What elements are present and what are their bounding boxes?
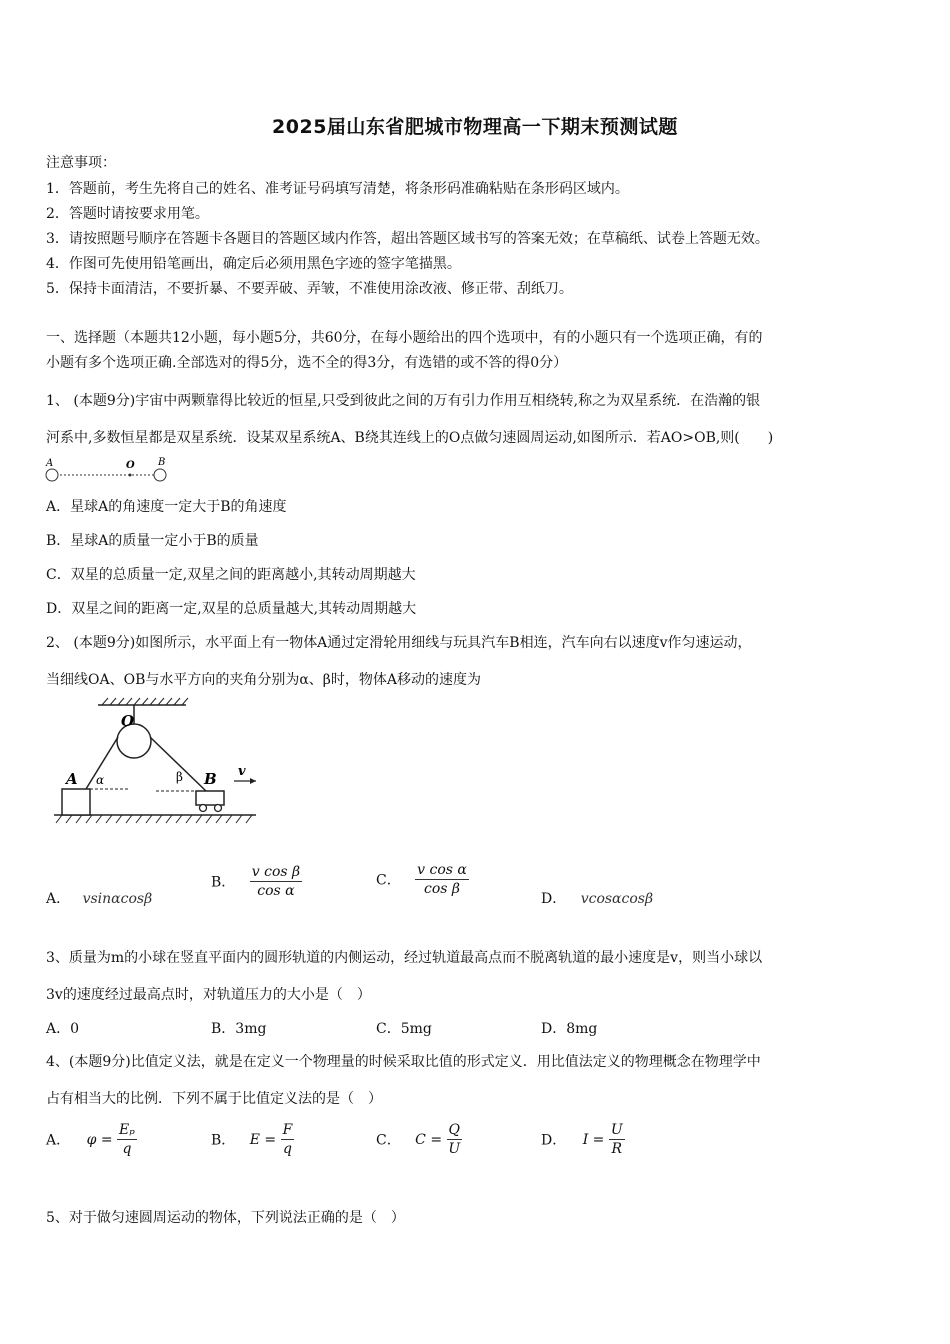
notice-item-2: 2．答题时请按要求用笔。 <box>46 206 209 222</box>
q2-fig-label-b: B <box>204 770 217 788</box>
q4-option-c-label: C． <box>376 1132 401 1149</box>
q1-stem-line-2: 河系中,多数恒星都是双星系统．设某双星系统A、B绕其连线上的O点做匀速圆周运动,如图所示．若AO>OB,则( ) <box>46 430 774 446</box>
q2-option-b-denominator: cos α <box>257 883 295 899</box>
notice-item-4: 4．作图可先使用铅笔画出，确定后必须用黑色字迹的签字笔描黑。 <box>46 256 461 272</box>
block-a <box>62 789 90 815</box>
q1-option-b: B．星球A的质量一定小于B的质量 <box>46 533 259 549</box>
q1-option-a: A．星球A的角速度一定大于B的角速度 <box>46 499 287 515</box>
q4-option-d <box>541 1122 625 1157</box>
q2-fig-label-a: A <box>66 770 78 788</box>
q2-option-b-fraction <box>250 864 302 899</box>
q2-fig-label-beta: β <box>176 770 183 784</box>
q2-stem-line-2: 当细线OA、OB与水平方向的夹角分别为α、β时，物体A移动的速度为 <box>46 672 482 688</box>
car-b-wheel-left <box>200 805 207 812</box>
notice-heading: 注意事项： <box>46 155 116 171</box>
q2-option-c-fraction <box>415 862 469 897</box>
q2-option-d-expr: vcosαcosβ <box>580 891 654 907</box>
q2-option-b-numerator: v cos β <box>251 864 301 880</box>
velocity-arrow-head <box>250 778 256 784</box>
q4-option-d-fraction <box>609 1122 625 1157</box>
center-o-dot <box>129 474 132 477</box>
q4-option-a-numerator: Eₚ <box>119 1122 135 1138</box>
q1-option-c: C．双星的总质量一定,双星之间的距离越小,其转动周期越大 <box>46 567 416 583</box>
section-heading-line-1: 一、选择题（本题共12小题，每小题5分，共60分，在每小题给出的四个选项中，有的小题只有一个选项正确，有的 <box>46 330 763 346</box>
page-title: 2025届山东省肥城市物理高一下期末预测试题 <box>272 116 678 138</box>
car-b-wheel-right <box>215 805 222 812</box>
q4-option-b-numerator: F <box>282 1122 293 1138</box>
q4-option-d-numerator: U <box>610 1122 623 1138</box>
q2-option-b-label: B． <box>211 874 236 891</box>
q1-fig-label-b: B <box>158 457 166 468</box>
q1-fig-label-a: A <box>46 458 54 469</box>
q1-option-d: D．双星之间的距离一定,双星的总质量越大,其转动周期越大 <box>46 601 417 617</box>
q2-option-c <box>376 862 469 897</box>
q2-fig-label-alpha: α <box>96 773 105 787</box>
q2-option-c-label: C． <box>376 872 401 889</box>
q1-stem-line-1: 1、 (本题9分)宇宙中两颗靠得比较近的恒星,只受到彼此之间的万有引力作用互相绕转,称之为双星系统．在浩瀚的银 <box>46 393 761 409</box>
q2-fig-label-v: v <box>238 764 246 779</box>
q1-binary-star-figure <box>42 455 177 485</box>
q4-option-c-numerator: Q <box>448 1122 461 1138</box>
q2-stem-line-1: 2、 (本题9分)如图所示，水平面上有一物体A通过定滑轮用细线与玩具汽车B相连，汽车向右以速度v作匀速运动， <box>46 635 752 651</box>
ground-hatch <box>56 815 252 823</box>
q4-option-a-label: A． <box>46 1132 71 1149</box>
q4-option-a-denominator: q <box>122 1141 132 1157</box>
star-a-circle <box>46 469 58 481</box>
q2-option-b <box>211 864 302 899</box>
q2-option-c-numerator: v cos α <box>417 862 467 878</box>
car-b-body <box>196 791 224 805</box>
ceiling-hatch <box>102 698 188 705</box>
q3-stem-line-2: 3v的速度经过最高点时，对轨道压力的大小是（ ） <box>46 987 371 1003</box>
q1-fig-label-o: O <box>126 460 135 471</box>
q4-option-c <box>376 1122 462 1157</box>
notice-item-5: 5．保持卡面清洁，不要折暴、不要弄破、弄皱，不准使用涂改液、修正带、刮纸刀。 <box>46 281 573 297</box>
q4-option-b-denominator: q <box>282 1141 292 1157</box>
star-b-circle <box>154 469 166 481</box>
q5-stem-line-1: 5、对于做匀速圆周运动的物体，下列说法正确的是（ ） <box>46 1210 405 1226</box>
q4-option-c-lhs: C = <box>415 1131 443 1148</box>
notice-item-1: 1．答题前，考生先将自己的姓名、准考证号码填写清楚，将条形码准确粘贴在条形码区域内。 <box>46 181 629 197</box>
section-heading-line-2: 小题有多个选项正确.全部选对的得5分，选不全的得3分，有选错的或不答的得0分） <box>46 355 568 371</box>
q2-option-a-label: A． <box>46 891 71 907</box>
q4-stem-line-2: 占有相当大的比例．下列不属于比值定义法的是（ ） <box>46 1091 382 1107</box>
q4-option-a <box>46 1122 137 1157</box>
q4-option-b <box>211 1122 294 1157</box>
q2-option-c-denominator: cos β <box>424 881 461 897</box>
q3-option-a: A．0 <box>46 1021 80 1037</box>
q3-option-d: D．8mg <box>541 1021 598 1037</box>
q4-option-d-label: D． <box>541 1132 567 1149</box>
q2-option-d-label: D． <box>541 891 567 907</box>
q2-pulley-figure <box>46 695 266 830</box>
q3-option-c: C．5mg <box>376 1021 432 1037</box>
q4-option-a-fraction <box>117 1122 137 1157</box>
q2-fig-label-o: O <box>121 712 135 730</box>
q3-stem-line-1: 3、质量为m的小球在竖直平面内的圆形轨道的内侧运动，经过轨道最高点而不脱离轨道的最小速度是v，则当小球以 <box>46 950 763 966</box>
q4-option-b-fraction <box>281 1122 295 1157</box>
q4-option-b-label: B． <box>211 1132 236 1149</box>
q2-option-d <box>541 888 653 908</box>
q4-option-d-lhs: I = <box>582 1131 605 1148</box>
q4-option-b-lhs: E = <box>249 1131 277 1148</box>
q2-option-a <box>46 888 152 908</box>
q4-option-c-fraction <box>447 1122 462 1157</box>
notice-item-3: 3．请按照题号顺序在答题卡各题目的答题区域内作答，超出答题区域书写的答案无效；在草稿纸、试卷上答题无效。 <box>46 231 769 247</box>
q4-option-c-denominator: U <box>448 1141 461 1157</box>
q2-option-a-expr: vsinαcosβ <box>82 891 153 907</box>
q4-stem-line-1: 4、(本题9分)比值定义法，就是在定义一个物理量的时候采取比值的形式定义．用比值法定义的物理概念在物理学中 <box>46 1054 761 1070</box>
q4-option-d-denominator: R <box>611 1141 623 1157</box>
q4-option-a-lhs: φ = <box>86 1131 113 1148</box>
q3-option-b: B．3mg <box>211 1021 267 1037</box>
